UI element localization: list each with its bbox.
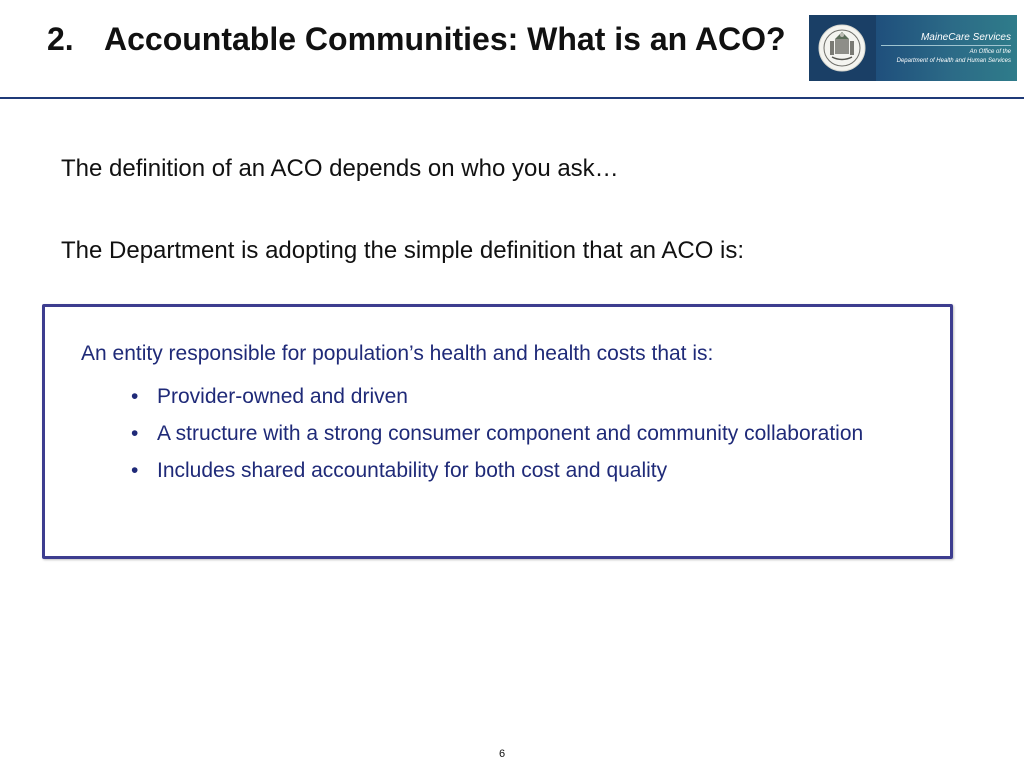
title-divider [0,97,1024,99]
definition-box [42,304,953,559]
intro-text-2: The Department is adopting the simple definition that an ACO is: [61,237,745,264]
definition-list [131,382,891,493]
logo-subtitle-1: An Office of the [969,49,1011,55]
logo-subtitle-2: Department of Health and Human Services [896,58,1011,64]
definition-item: • A structure with a strong consumer component and community collaboration [131,419,891,449]
definition-item: • Includes shared accountability for both cost and quality [131,456,891,486]
mainecare-logo [809,15,1017,81]
intro-text-1: The definition of an ACO depends on who you ask… [61,155,619,182]
slide-title: Accountable Communities: What is an ACO? [104,21,786,57]
logo-divider [881,45,1011,46]
seal-panel [809,15,876,81]
page-number: 6 [498,748,506,760]
definition-lead: An entity responsible for population’s health and health costs that is: [81,342,714,365]
state-seal-icon [818,23,866,73]
slide-number-label: 2. [47,21,74,57]
logo-name: MaineCare Services [920,32,1011,43]
logo-banner [876,15,1017,81]
definition-item: • Provider-owned and driven [131,382,891,412]
